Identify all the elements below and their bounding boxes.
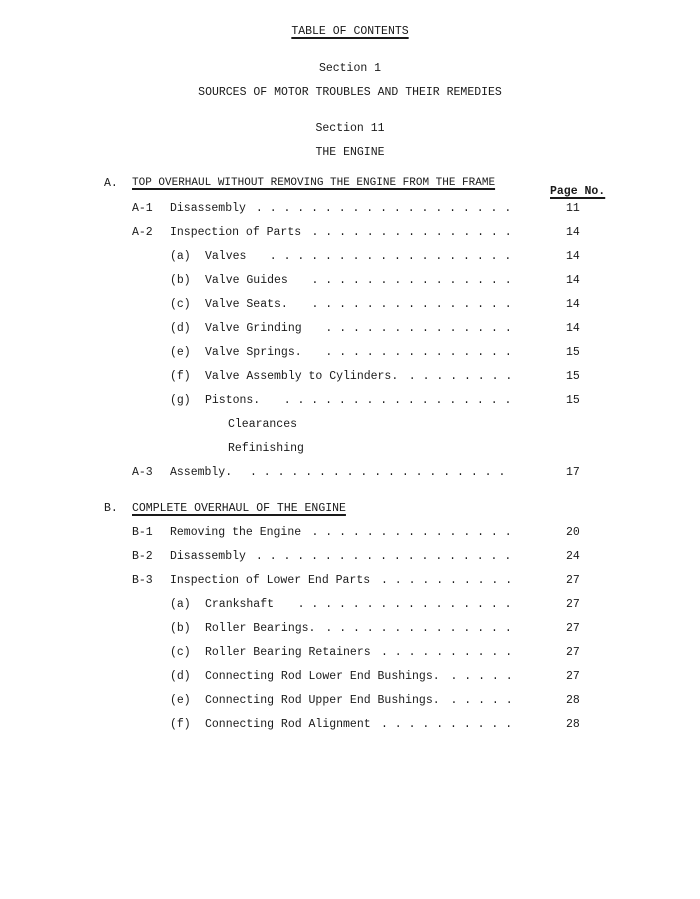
page-title: TABLE OF CONTENTS (291, 25, 409, 38)
entry-page: 27 (566, 622, 580, 635)
dot-leader: . . . . . . . . . . . . . . . . (297, 598, 512, 611)
dot-leader: . . . . . . . . . . . . . . (325, 622, 512, 635)
entry-code: (a) (170, 598, 191, 611)
entry-code: (c) (170, 646, 191, 659)
dot-leader: . . . . . (450, 694, 513, 707)
entry-code: B-1 (132, 526, 153, 539)
entry-page: 27 (566, 670, 580, 683)
page-no-header: Page No. (550, 185, 606, 198)
entry-page: 24 (566, 550, 580, 563)
entry-title: Inspection of Lower End Parts (170, 574, 371, 587)
section-2-label: Section 11 (315, 122, 385, 135)
entry-title: Crankshaft (205, 598, 275, 611)
dot-leader: . . . . . . . . . . (381, 574, 513, 587)
part-b-heading: COMPLETE OVERHAUL OF THE ENGINE (132, 502, 346, 515)
sub-item-clearances: Clearances (228, 418, 298, 431)
section-2-title: THE ENGINE (315, 146, 385, 159)
entry-code: (b) (170, 274, 191, 287)
dot-leader: . . . . . . . . . . . . . . . (311, 274, 512, 287)
entry-code: A-1 (132, 202, 153, 215)
entry-page: 15 (566, 394, 580, 407)
entry-title: Valve Grinding (205, 322, 302, 335)
entry-title: Disassembly (170, 550, 246, 563)
entry-title: Roller Bearings. (205, 622, 316, 635)
entry-title: Valve Guides (205, 274, 288, 287)
dot-leader: . . . . . . . . . . . . . . . . . . . (255, 550, 512, 563)
entry-code: A-3 (132, 466, 153, 479)
entry-page: 14 (566, 226, 580, 239)
section-1-label: Section 1 (318, 62, 382, 75)
entry-page: 17 (566, 466, 580, 479)
dot-leader: . . . . . . . . . . . . . . . . . . . (255, 202, 512, 215)
dot-leader: . . . . . . . . . . . . . . . . . . (269, 250, 512, 263)
entry-page: 27 (566, 646, 580, 659)
entry-page: 14 (566, 298, 580, 311)
dot-leader: . . . . . . . . . . . . . . (325, 322, 512, 335)
dot-leader: . . . . . (450, 670, 513, 683)
entry-code: (g) (170, 394, 191, 407)
part-a-heading: TOP OVERHAUL WITHOUT REMOVING THE ENGINE FROM THE FRAME (132, 177, 496, 189)
entry-title: Pistons. (205, 394, 261, 407)
dot-leader: . . . . . . . . . . (381, 646, 513, 659)
dot-leader: . . . . . . . . . . . . . . . (311, 526, 512, 539)
entry-code: (e) (170, 346, 191, 359)
entry-page: 15 (566, 370, 580, 383)
entry-code: B-2 (132, 550, 153, 563)
entry-title: Valve Assembly to Cylinders. (205, 370, 399, 383)
entry-page: 28 (566, 694, 580, 707)
entry-page: 20 (566, 526, 580, 539)
entry-title: Valves (205, 250, 247, 263)
entry-code: (f) (170, 370, 191, 383)
entry-code: (d) (170, 670, 191, 683)
entry-page: 14 (566, 250, 580, 263)
entry-title: Assembly. (170, 466, 233, 479)
dot-leader: . . . . . . . . . . . . . . . (311, 226, 512, 239)
dot-leader: . . . . . . . . (408, 370, 513, 383)
entry-code: (e) (170, 694, 191, 707)
entry-page: 14 (566, 274, 580, 287)
dot-leader: . . . . . . . . . . . . . . (325, 346, 512, 359)
entry-title: Connecting Rod Lower End Bushings. (205, 670, 440, 683)
dot-leader: . . . . . . . . . . (381, 718, 513, 731)
entry-title: Valve Springs. (205, 346, 302, 359)
entry-title: Inspection of Parts (170, 226, 302, 239)
entry-code: (d) (170, 322, 191, 335)
entry-title: Connecting Rod Upper End Bushings. (205, 694, 440, 707)
entry-code: (f) (170, 718, 191, 731)
entry-title: Disassembly (170, 202, 246, 215)
sub-item-refinishing: Refinishing (228, 442, 304, 455)
entry-title: Roller Bearing Retainers (205, 646, 371, 659)
entry-code: B-3 (132, 574, 153, 587)
entry-page: 15 (566, 346, 580, 359)
entry-page: 11 (566, 202, 580, 215)
part-b-letter: B. (104, 502, 118, 515)
entry-title: Valve Seats. (205, 298, 288, 311)
part-a-letter: A. (104, 177, 118, 190)
dot-leader: . . . . . . . . . . . . . . . (311, 298, 512, 311)
entry-code: A-2 (132, 226, 153, 239)
entry-page: 28 (566, 718, 580, 731)
entry-page: 14 (566, 322, 580, 335)
dot-leader: . . . . . . . . . . . . . . . . . (283, 394, 512, 407)
entry-code: (c) (170, 298, 191, 311)
entry-page: 27 (566, 574, 580, 587)
entry-code: (a) (170, 250, 191, 263)
section-1-title: SOURCES OF MOTOR TROUBLES AND THEIR REMEDIES (198, 86, 502, 99)
entry-code: (b) (170, 622, 191, 635)
entry-page: 27 (566, 598, 580, 611)
entry-title: Connecting Rod Alignment (205, 718, 371, 731)
dot-leader: . . . . . . . . . . . . . . . . . . . (250, 466, 506, 479)
entry-title: Removing the Engine (170, 526, 302, 539)
